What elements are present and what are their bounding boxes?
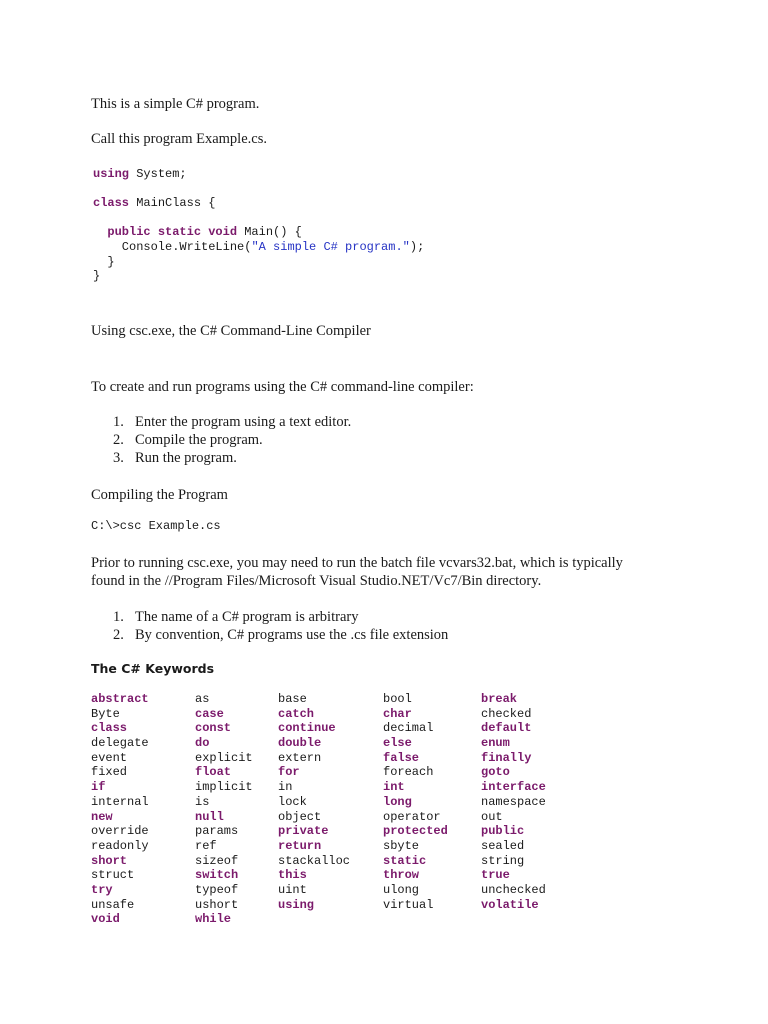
keyword-cell: return [278, 838, 322, 853]
keyword-cell: uint [278, 882, 307, 897]
keyword-cell: default [481, 721, 532, 736]
steps-list [113, 413, 351, 467]
keyword-cell: unchecked [481, 882, 546, 897]
keyword-cell: short [91, 853, 128, 868]
keyword-cell: double [278, 736, 322, 751]
keyword-cell: float [195, 765, 232, 780]
keyword-cell: catch [278, 706, 315, 721]
keyword-cell: case [195, 706, 224, 721]
keyword-cell: continue [278, 721, 336, 736]
code-text: ); [409, 239, 425, 254]
code-text: Main() { [237, 225, 302, 240]
notes-list [113, 608, 448, 644]
keyword-cell: in [278, 780, 293, 795]
keyword-cell: params [195, 824, 239, 839]
keyword-cell: goto [481, 765, 510, 780]
list-number: 2. [113, 432, 124, 448]
list-number: 3. [113, 450, 124, 466]
keyword-cell: unsafe [91, 897, 135, 912]
keyword-cell: sbyte [383, 838, 420, 853]
keyword-cell: base [278, 692, 307, 706]
code-text: System; [129, 167, 187, 181]
code-line-2 [93, 196, 215, 210]
keyword-cell: lock [278, 794, 307, 809]
keyword-cell: int [383, 780, 405, 795]
command-line: C:\>csc Example.cs [91, 519, 221, 533]
keyword-cell: try [91, 882, 113, 897]
keyword-cell: using [278, 897, 315, 912]
keyword-cell: readonly [91, 838, 149, 853]
list-item-text: The name of a C# program is arbitrary [135, 609, 359, 625]
keyword-cell: internal [91, 794, 149, 809]
code-text: MainClass { [129, 196, 216, 211]
keyword-cell: fixed [91, 765, 128, 780]
code-block [93, 167, 424, 284]
keyword-cell: namespace [481, 794, 546, 809]
list-item-text: Enter the program using a text editor. [135, 414, 352, 430]
keyword-cell: interface [481, 780, 546, 795]
keyword-cell: ushort [195, 897, 239, 912]
list-item [113, 626, 448, 644]
keyword-cell: implicit [195, 780, 253, 795]
list-number: 2. [113, 627, 124, 643]
code-keyword: using [93, 167, 130, 181]
keyword-cell: extern [278, 750, 322, 765]
keyword-cell: private [278, 824, 329, 839]
list-item-text: Run the program. [135, 450, 237, 466]
keyword-cell: string [481, 853, 525, 868]
keyword-cell: while [195, 912, 232, 927]
list-item [113, 413, 351, 431]
list-item-text: Compile the program. [135, 432, 263, 448]
prior-text-line-2: found in the //Program Files/Microsoft Visual Studio.NET/Vc7/Bin directory. [91, 573, 542, 589]
code-keyword: class [93, 196, 130, 211]
keyword-cell: ref [195, 838, 217, 853]
prior-text-line-1: Prior to running csc.exe, you may need to run the batch file vcvars32.bat, which is typically [91, 555, 623, 571]
keyword-cell: ulong [383, 882, 420, 897]
keyword-cell: is [195, 794, 210, 809]
code-line-3 [93, 225, 302, 239]
keyword-cell: delegate [91, 736, 149, 751]
keyword-cell: out [481, 809, 503, 824]
list-number: 1. [113, 609, 124, 625]
keyword-cell: false [383, 750, 420, 765]
keyword-cell: volatile [481, 897, 539, 912]
code-string: "A simple C# program." [251, 239, 410, 254]
keyword-cell: char [383, 706, 412, 721]
keyword-cell: this [278, 868, 307, 883]
keywords-heading: The C# Keywords [91, 661, 215, 676]
keyword-cell: do [195, 736, 210, 751]
keyword-cell: if [91, 780, 106, 795]
intro-text: This is a simple C# program. [91, 96, 260, 112]
call-program-text: Call this program Example.cs. [91, 131, 267, 147]
create-run-text: To create and run programs using the C# command-line compiler: [91, 379, 474, 395]
keyword-cell: void [91, 912, 120, 927]
keyword-cell: stackalloc [278, 853, 351, 868]
compiler-heading: Using csc.exe, the C# Command-Line Compiler [91, 323, 371, 339]
keyword-cell: decimal [383, 721, 434, 736]
code-line-6: } [93, 269, 101, 284]
keyword-cell: null [195, 809, 224, 824]
keyword-cell: typeof [195, 882, 239, 897]
keyword-cell: else [383, 736, 412, 751]
keyword-cell: enum [481, 736, 510, 751]
keyword-cell: for [278, 765, 300, 780]
keyword-cell: abstract [91, 692, 149, 706]
keyword-cell: event [91, 750, 128, 765]
list-item-text: By convention, C# programs use the .cs file extension [135, 627, 449, 643]
keyword-cell: sizeof [195, 853, 239, 868]
code-keyword: public static void [107, 225, 238, 240]
keyword-cell: virtual [383, 897, 434, 912]
keyword-cell: explicit [195, 750, 253, 765]
keyword-cell: new [91, 809, 113, 824]
code-line-1 [93, 167, 187, 181]
keyword-cell: finally [481, 750, 532, 765]
keyword-cell: switch [195, 868, 239, 883]
keyword-cell: throw [383, 868, 420, 883]
keyword-cell: checked [481, 706, 532, 721]
keyword-cell: object [278, 809, 322, 824]
keyword-cell: struct [91, 868, 135, 883]
keyword-cell: Byte [91, 706, 120, 721]
keyword-cell: class [91, 721, 128, 736]
keyword-cell: public [481, 824, 525, 839]
code-line-4 [93, 240, 424, 254]
list-number: 1. [113, 414, 124, 430]
keyword-cell: const [195, 721, 232, 736]
keyword-cell: sealed [481, 838, 525, 853]
list-item [113, 431, 351, 449]
keyword-cell: protected [383, 824, 448, 839]
keyword-cell: foreach [383, 765, 434, 780]
keyword-cell: break [481, 692, 518, 706]
code-line-5: } [93, 254, 115, 269]
list-item [113, 449, 351, 467]
keyword-cell: long [383, 794, 412, 809]
code-text: Console.WriteLine( [93, 239, 252, 254]
keyword-cell: true [481, 868, 510, 883]
list-item [113, 608, 448, 626]
compiling-heading: Compiling the Program [91, 487, 228, 503]
keyword-cell: override [91, 824, 149, 839]
keyword-cell: as [195, 692, 210, 706]
keyword-cell: operator [383, 809, 441, 824]
keyword-cell: bool [383, 692, 412, 706]
keyword-cell: static [383, 853, 427, 868]
